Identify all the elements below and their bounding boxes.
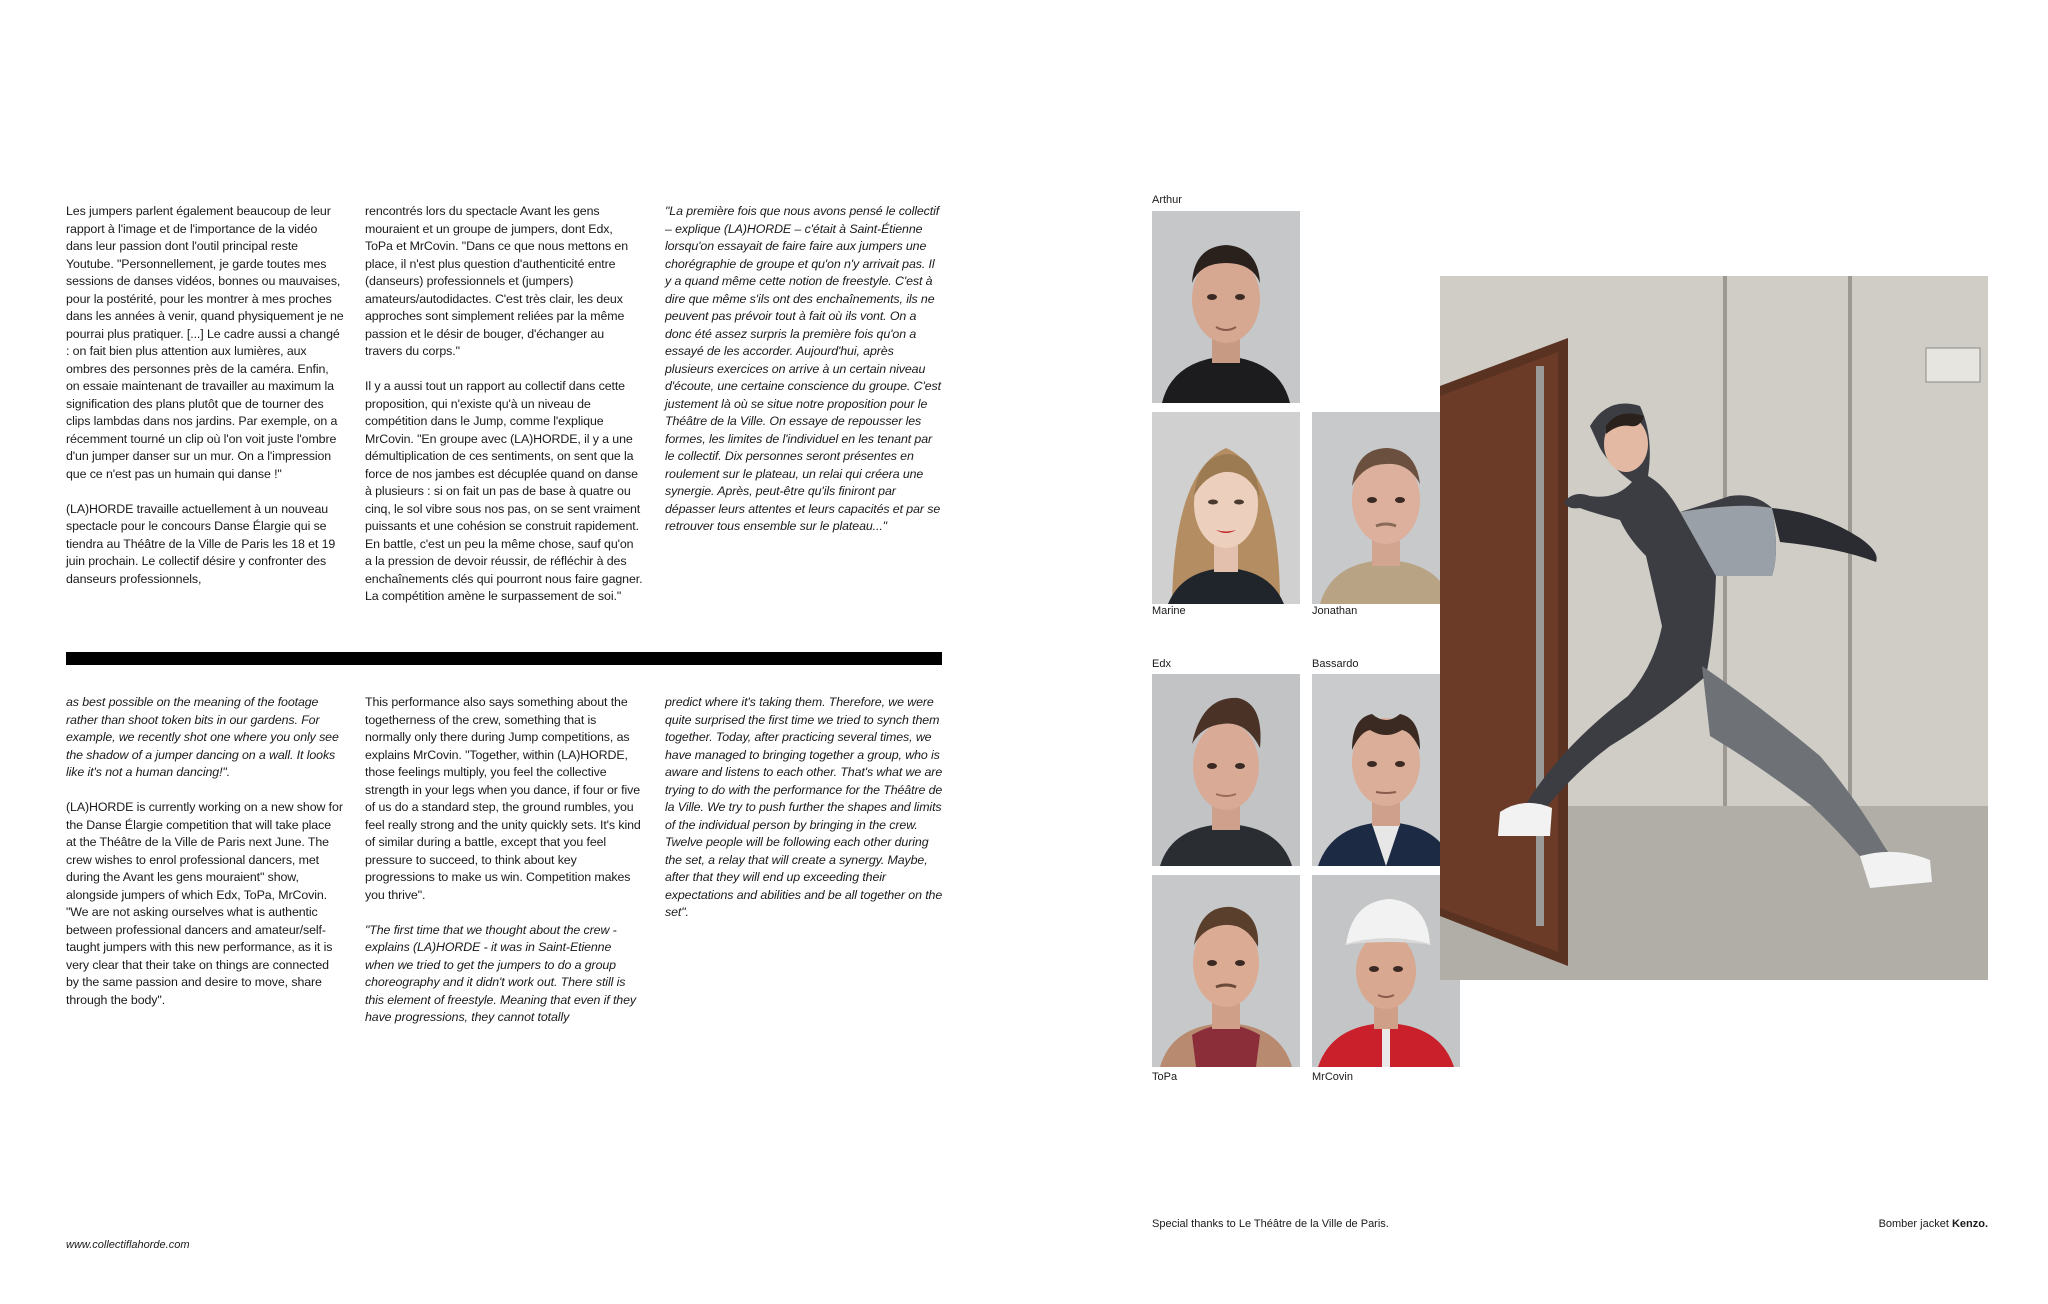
paragraph: (LA)HORDE is currently working on a new show for the Danse Élargie competition that will take place at the Théâtre de la Ville de Paris next June. The crew wishes to enrol professional dancers, met during the Avant les gens mouraient" show, alongside jumpers of which Edx, ToPa, MrCovin. "We are not asking ourselves what is authentic between professional dancers and amateur/self-taught jumpers with this new performance, as it is very clear that their take on things are connected by the same passion and desire to move, share through the body". (66, 800, 343, 1007)
paragraph: (LA)HORDE travaille actuellement à un nouveau spectacle pour le concours Danse Élargie qui se tiendra au Théâtre de la Ville de Paris les 18 et 19 juin prochain. Le collectif désire y confronter des danseurs professionnels, (66, 501, 336, 586)
portrait-edx (1152, 674, 1300, 866)
portrait-arthur (1152, 211, 1300, 403)
french-column-3 (665, 203, 943, 553)
english-column-2 (365, 694, 643, 1044)
credit-label: Bomber jacket (1878, 1218, 1949, 1230)
portrait-label-edx: Edx (1152, 658, 1171, 670)
portrait-bassardo (1312, 674, 1460, 866)
paragraph: Il y a aussi tout un rapport au collectif dans cette proposition, qui n'existe qu'à un niveau de compétition dans le Jump, comme l'explique MrCovin. "En groupe avec (LA)HORDE, il y a une démultiplication de ces sentiments, on sent que la force de nos jambes est décuplée quand on danse à plusieurs : si on fait un pas de base à quatre ou cinq, le sol vibre sous nos pas, on se sent vraiment puissants et une cohésion se construit rapidement. En battle, c'est un peu la même chose, sauf qu'on a la pression de devoir réussir, de réfléchir à des enchaînements clés qui pourront nous faire gagner. La compétition amène le surpassement de soi." (365, 379, 643, 603)
portrait-label-mrcovin: MrCovin (1312, 1071, 1353, 1083)
portrait-jonathan (1312, 412, 1460, 604)
portrait-label-marine: Marine (1152, 605, 1186, 617)
section-divider (66, 652, 942, 665)
portrait-label-bassardo: Bassardo (1312, 658, 1359, 670)
paragraph: Les jumpers parlent également beaucoup de leur rapport à l'image et de l'importance de la vidéo dans leur passion dont l'outil principal reste Youtube. "Personnellement, je garde toutes mes sessions de danses vidéos, bonnes ou mauvaises, pour la postérité, pour les montrer à mes proches dans les années à venir, quand physiquement je ne pourrai plus pratiquer. [...] Le cadre aussi a changé : on fait bien plus attention aux lumières, aux ombres des personnes près de la caméra. Enfin, on essaie maintenant de travailler au maximum la signification des plans plutôt que de tourner des clips lambdas dans nos jardins. Par exemple, on a récemment tourné un clip où l'on voit juste l'ombre d'un jumper danser sur un mur. On a l'impression que ce n'est pas un humain qui danse !" (66, 204, 344, 481)
paragraph: predict where it's taking them. Therefore, we were quite surprised the first time we tried to synch them together. Today, after practicing several times, we have managed to bringing together a group, who is aware and listens to each other. That's what we are trying to do with the performance for the Théâtre de la Ville. We try to push further the shapes and limits of the individual person by bringing in the crew. Twelve people will be following each other during the set, a relay that will create a synergy. Maybe, after that they will end up exceeding their expectations and abilities and be all together on the set". (665, 695, 943, 919)
portrait-label-jonathan: Jonathan (1312, 605, 1358, 617)
portrait-label-arthur: Arthur (1152, 194, 1182, 206)
hero-photo-dancer (1440, 276, 1988, 980)
portrait-label-topa: ToPa (1152, 1071, 1178, 1083)
paragraph: "The first time that we thought about the crew - explains (LA)HORDE - it was in Saint-Etienne when we tried to get the jumpers to do a group choreography and it didn't work out. There still is this element of freestyle. Meaning that even if they have progressions, they cannot totally (365, 922, 636, 1024)
special-thanks: Special thanks to Le Théâtre de la Ville de Paris. (1152, 1218, 1389, 1230)
website-link[interactable]: www.collectiflahorde.com (66, 1239, 190, 1251)
french-column-2 (365, 203, 643, 623)
paragraph: rencontrés lors du spectacle Avant les gens mouraient et un groupe de jumpers, dont Edx, ToPa et MrCovin. "Dans ce que nous mettons en place, il n'est plus question d'authenticité entre (danseurs) professionnels et (jumpers) amateurs/autodidactes. C'est très clair, les deux approches sont simplement reliées par la même passion et le désir de bouger, d'échanger au travers du corps." (365, 204, 628, 358)
english-column-3 (665, 694, 943, 939)
credit-brand: Kenzo. (1951, 1218, 1988, 1230)
paragraph: This performance also says something about the togetherness of the crew, something that is normally only there during Jump competitions, as explains MrCovin. "Together, within (LA)HORDE, those feelings multiply, you feel the collective strength in your legs when you dance, if four or five of us do a standard step, the ground rumbles, you feel really strong and the unity quickly sets. It's kind of similar during a battle, except that you feel pressure to succeed, to think about key progressions to make us win. Competition makes you thrive". (365, 695, 641, 902)
portrait-marine (1152, 412, 1300, 604)
photo-credit (1878, 1218, 1988, 1230)
portrait-topa (1152, 875, 1300, 1067)
french-column-1 (66, 203, 344, 606)
paragraph: "La première fois que nous avons pensé le collectif – explique (LA)HORDE – c'était à Saint-Étienne lorsqu'on essayait de faire faire aux jumpers une chorégraphie de groupe et qu'on n'y arrivait pas. Il y a quand même cette notion de freestyle. C'est à dire que même s'ils ont des enchaînements, ils ne peuvent pas prévoir tout à fait où ils vont. On a donc été assez surpris la première fois qu'on a essayé de les accorder. Aujourd'hui, après plusieurs exercices on arrive à un certain niveau d'écoute, une certaine conscience du groupe. C'est justement là où se situe notre proposition pour le Théâtre de la Ville. On essaye de repousser les formes, les limites de l'individuel en les tenant par le collectif. Dix personnes seront présentes en roulement sur le plateau, un relai qui créera une synergie. Après, peut-être qu'ils finiront par dépasser leurs attentes et leurs capacités et par se retrouver tous ensemble sur le plateau..." (665, 204, 941, 533)
english-column-1 (66, 694, 344, 1027)
portrait-mrcovin (1312, 875, 1460, 1067)
paragraph: as best possible on the meaning of the footage rather than shoot token bits in our gardens. For example, we recently shot one where you only see the shadow of a jumper dancing on a wall. It looks like it's not a human dancing!". (66, 695, 339, 779)
